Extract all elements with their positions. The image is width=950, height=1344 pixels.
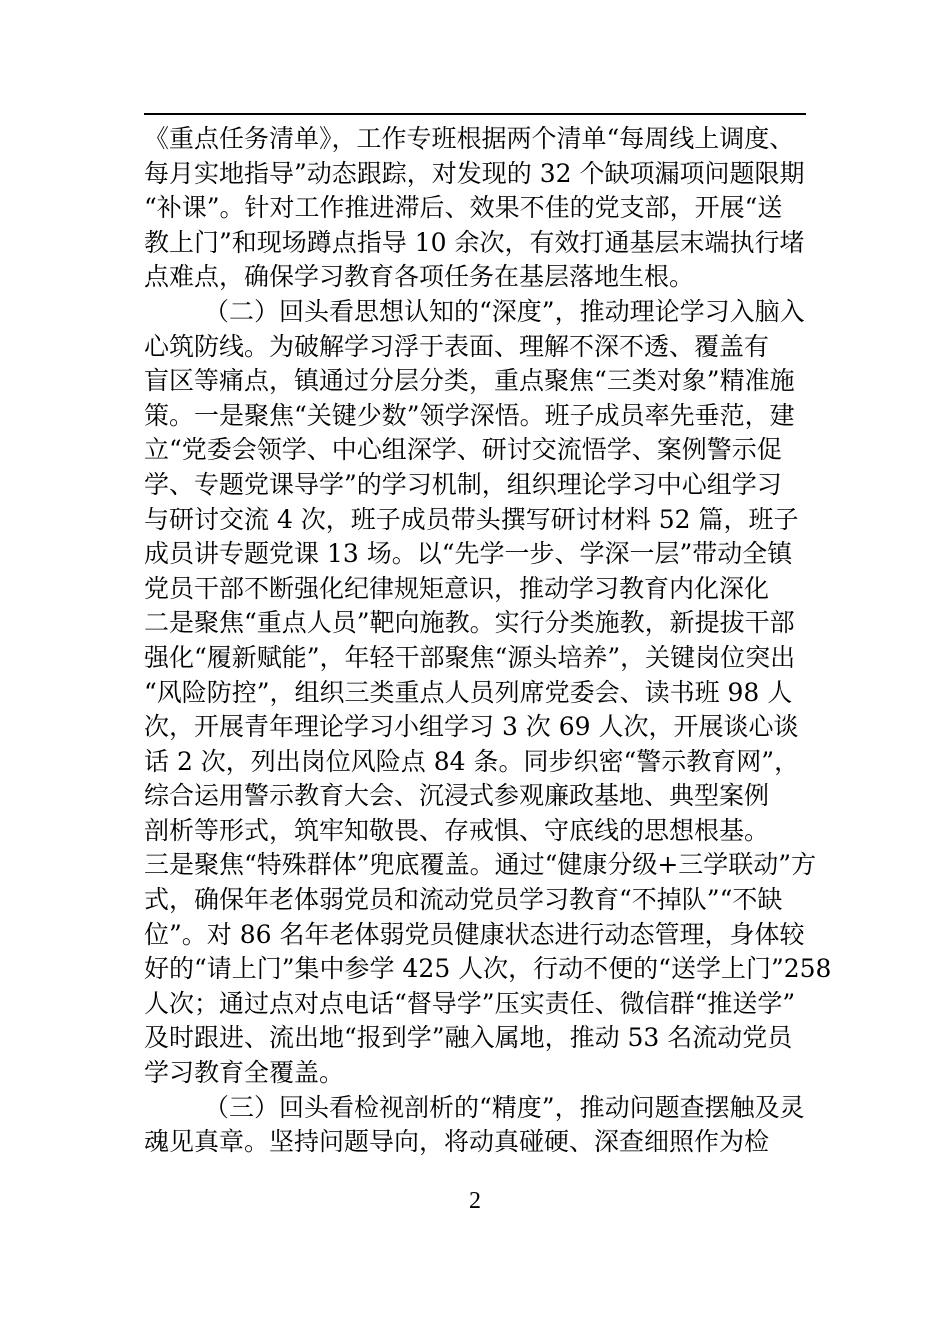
text-line: 及时跟进、流出地“报到学”融入属地，推动 53 名流动党员 [144,1023,793,1053]
section-heading-line: （三）回头看检视剖析的“精度”，推动问题查摆触及灵 [204,1092,805,1122]
text-line: 盲区等痛点，镇通过分层分类，重点聚焦“三类对象”精准施 [144,366,795,396]
text-line: 好的“请上门”集中参学 425 人次，行动不便的“送学上门”258 [144,954,832,984]
text-line: 话 2 次，列出岗位风险点 84 条。同步织密“警示教育网”， [144,746,800,776]
text-line: 与研讨交流 4 次，班子成员带头撰写研讨材料 52 篇，班子 [144,504,799,534]
header-rule [144,113,806,115]
text-line: 式，确保年老体弱党员和流动党员学习教育“不掉队”“不缺 [144,885,783,915]
text-line: 学习教育全覆盖。 [144,1058,345,1088]
page-number: 2 [469,1188,481,1214]
text-line: 位”。对 86 名年老体弱党员健康状态进行动态管理，身体较 [144,919,805,949]
text-line: 点难点，确保学习教育各项任务在基层落地生根。 [144,262,695,292]
text-line: 策。一是聚焦“关键少数”领学深悟。班子成员率先垂范，建 [144,400,795,430]
text-line: 每月实地指导”动态跟踪，对发现的 32 个缺项漏项问题限期 [144,158,805,188]
text-line: 三是聚焦“特殊群体”兜底覆盖。通过“健康分级+三学联动”方 [144,850,817,880]
text-line: 综合运用警示教育大会、沉浸式参观廉政基地、典型案例 [144,781,770,811]
text-line: 剖析等形式，筑牢知敬畏、存戒惧、守底线的思想根基。 [144,815,770,845]
text-line: 强化“履新赋能”，年轻干部聚焦“源头培养”，关键岗位突出 [144,642,796,672]
text-line: 心筑防线。为破解学习浮于表面、理解不深不透、覆盖有 [144,331,770,361]
text-line: 成员讲专题党课 13 场。以“先学一步、学深一层”带动全镇 [144,539,793,569]
text-line: 党员干部不断强化纪律规矩意识，推动学习教育内化深化 [144,573,770,603]
text-line: 二是聚焦“重点人员”靶向施教。实行分类施教，新提拔干部 [144,608,795,638]
text-line: “补课”。针对工作推进滞后、效果不佳的党支部，开展“送 [144,193,783,223]
text-line: 立“党委会领学、中心组深学、研讨交流悟学、案例警示促 [144,435,782,465]
text-line: “风险防控”，组织三类重点人员列席党委会、读书班 98 人 [144,677,793,707]
body-text [144,122,832,1160]
text-line: 教上门”和现场蹲点指导 10 余次，有效打通基层末端执行堵 [144,227,805,257]
text-line: 人次；通过点对点电话“督导学”压实责任、微信群“推送学” [144,988,796,1018]
text-line: 次，开展青年理论学习小组学习 3 次 69 人次，开展谈心谈 [144,712,799,742]
text-line: 魂见真章。坚持问题导向，将动真碰硬、深查细照作为检 [144,1127,770,1157]
text-line: 《重点任务清单》，工作专班根据两个清单“每周线上调度、 [144,124,795,153]
text-line: 学、专题党课导学”的学习机制，组织理论学习中心组学习 [144,469,782,499]
section-heading-line: （二）回头看思想认知的“深度”，推动理论学习入脑入 [204,296,805,326]
